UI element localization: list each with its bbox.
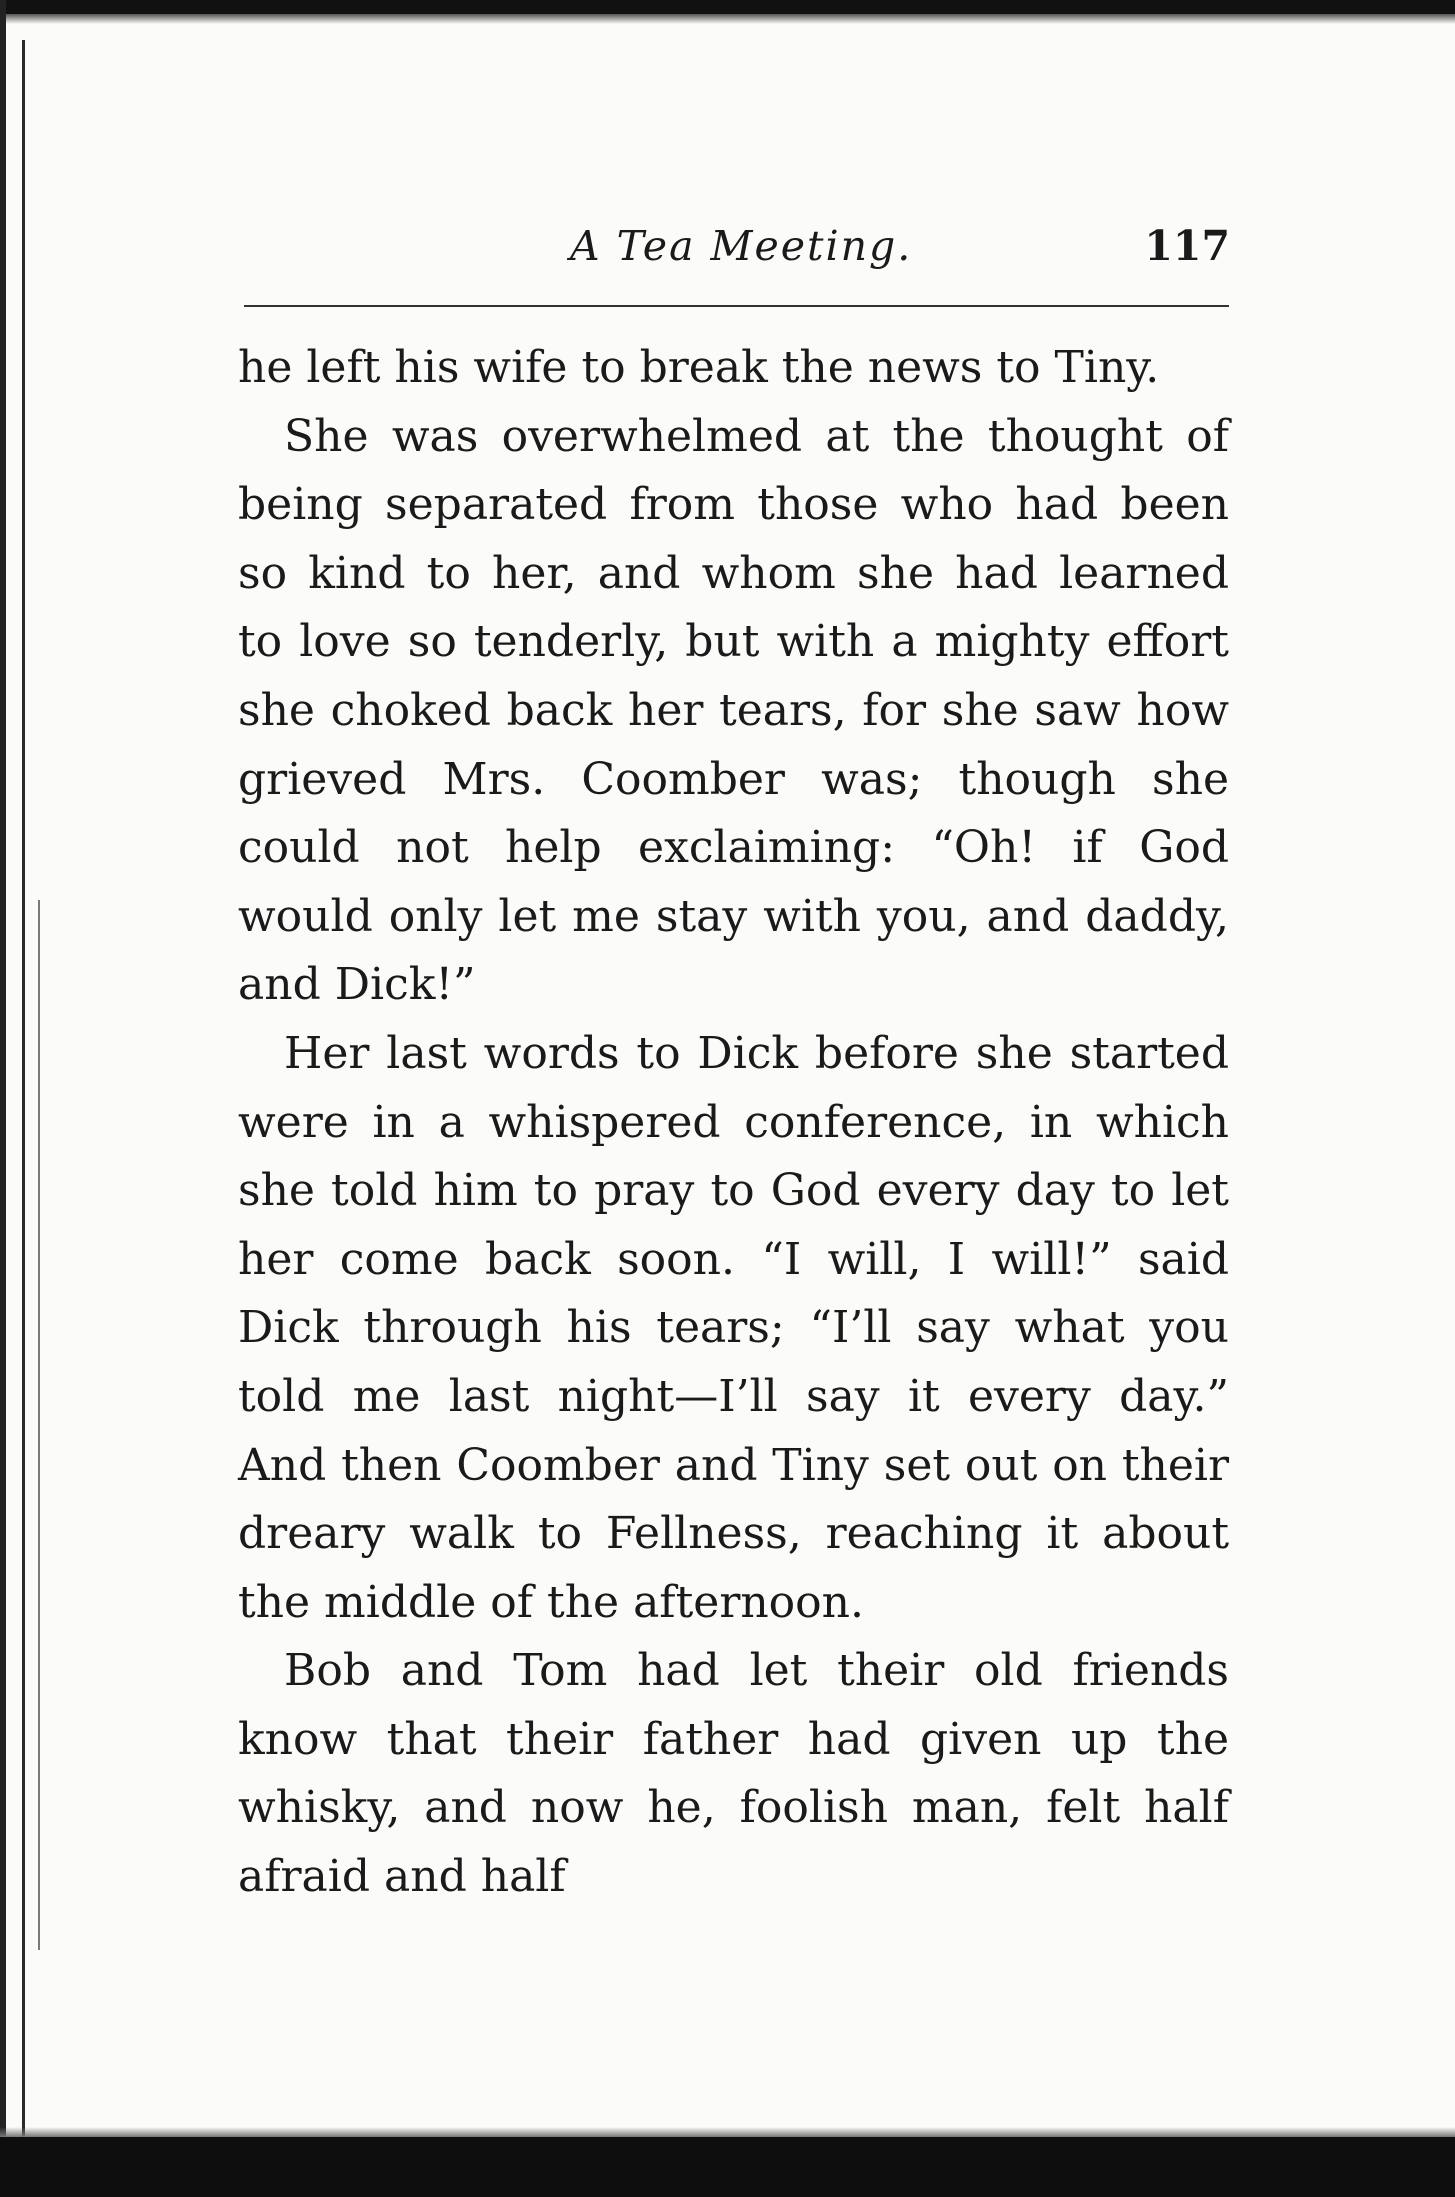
running-header: [240, 218, 1230, 278]
scan-edge-bottom-shadow: [0, 2127, 1455, 2137]
paragraph-3: Her last words to Dick before she started were in a whispered conference, in which she told him to pray to God every day to let her come back soon. “I will, I will!” said Dick through his tears; “I’ll say what you told me last night—I’ll say it every day.” And then Coomber and Tiny set out on their dreary walk to Fellness, reaching it about the middle of the afternoon.: [238, 1027, 1229, 1628]
running-title: A Tea Meeting.: [570, 222, 913, 270]
body-text: [238, 334, 1229, 1912]
binding-edge-line-secondary: [38, 900, 40, 1950]
page-number: 117: [1144, 222, 1230, 270]
paragraph-1: he left his wife to break the news to Tiny.: [238, 342, 1160, 393]
scan-edge-left: [0, 0, 6, 2197]
scan-edge-top-shadow: [0, 14, 1455, 24]
paragraph-4: Bob and Tom had let their old friends know that their father had given up the whisky, and now he, foolish man, felt half afraid and half: [238, 1645, 1229, 1903]
header-rule: [244, 305, 1229, 307]
binding-edge-line: [22, 40, 25, 2140]
scan-edge-top: [0, 0, 1455, 14]
paragraph-2: She was overwhelmed at the thought of being separated from those who had been so kind to her, and whom she had learned to love so tenderly, but with a mighty effort she choked back her tears, for she saw how grieved Mrs. Coomber was; though she could not help exclaiming: “Oh! if God would only let me stay with you, and daddy, and Dick!”: [238, 410, 1229, 1011]
scan-edge-bottom: [0, 2137, 1455, 2197]
